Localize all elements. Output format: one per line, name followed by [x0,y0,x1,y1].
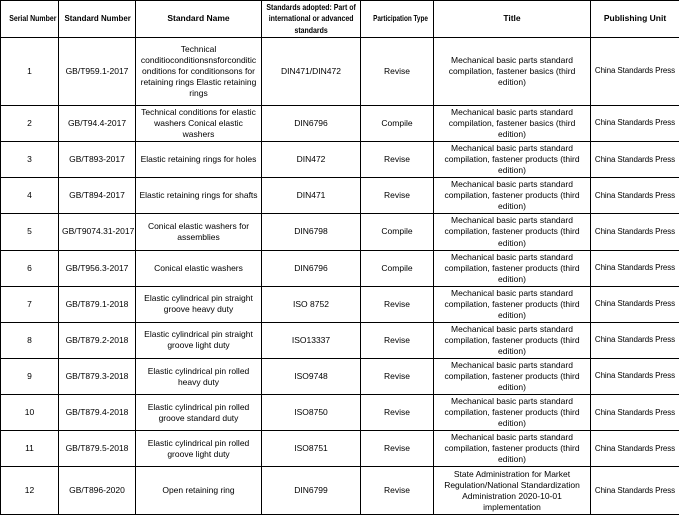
standard-name-cell: Elastic cylindrical pin rolled heavy duty [136,358,262,394]
header-title-label: Title [503,13,520,24]
table-row [1,322,679,358]
title-cell: Mechanical basic parts standard compilation, fastener products (third edition) [434,431,591,467]
publishing-unit-cell: China Standards Press [591,142,679,178]
header-title [434,1,591,38]
table-row [1,250,679,286]
participation-type-cell: Revise [361,322,434,358]
serial-number-cell: 7 [1,286,59,322]
publishing-unit-cell: China Standards Press [591,358,679,394]
standard-name-cell: Open retaining ring [136,467,262,515]
publishing-unit-cell: China Standards Press [591,286,679,322]
header-publishing-unit-label: Publishing Unit [604,13,666,24]
table-row [1,467,679,515]
table-row [1,38,679,106]
title-cell: Mechanical basic parts standard compilation, fastener basics (third edition) [434,106,591,142]
table-header [1,1,679,38]
publishing-unit-cell: China Standards Press [591,106,679,142]
participation-type-cell: Revise [361,38,434,106]
title-cell: Mechanical basic parts standard compilation, fastener products (third edition) [434,358,591,394]
participation-type-cell: Revise [361,142,434,178]
header-standard-name [136,1,262,38]
standard-number-cell: GB/T893-2017 [59,142,136,178]
standard-number-cell: GB/T959.1-2017 [59,38,136,106]
participation-type-cell: Revise [361,286,434,322]
table-row [1,214,679,250]
standard-number-cell: GB/T879.4-2018 [59,395,136,431]
title-cell: Mechanical basic parts standard compilation, fastener products (third edition) [434,214,591,250]
publishing-unit-cell: China Standards Press [591,431,679,467]
participation-type-cell: Revise [361,358,434,394]
publishing-unit-cell: China Standards Press [591,214,679,250]
header-standard-number-label: Standard Number [64,13,130,24]
serial-number-cell: 2 [1,106,59,142]
standard-number-cell: GB/T879.3-2018 [59,358,136,394]
table-row [1,286,679,322]
serial-number-cell: 3 [1,142,59,178]
standard-number-cell: GB/T879.1-2018 [59,286,136,322]
serial-number-cell: 10 [1,395,59,431]
standard-number-cell: GB/T9074.31-2017 [59,214,136,250]
title-cell: Mechanical basic parts standard compilation, fastener products (third edition) [434,250,591,286]
adopted-standard-cell: ISO8750 [262,395,361,431]
standard-name-cell: Technical conditions for elastic washers Conical elastic washers [136,106,262,142]
title-cell: Mechanical basic parts standard compilation, fastener products (third edition) [434,142,591,178]
standard-number-cell: GB/T896-2020 [59,467,136,515]
serial-number-cell: 4 [1,178,59,214]
table-body [1,38,679,515]
serial-number-cell: 9 [1,358,59,394]
title-cell: Mechanical basic parts standard compilation, fastener products (third edition) [434,178,591,214]
table-row [1,178,679,214]
table-row [1,106,679,142]
table-row [1,431,679,467]
standard-name-cell: Elastic cylindrical pin straight groove heavy duty [136,286,262,322]
serial-number-cell: 6 [1,250,59,286]
standard-number-cell: GB/T956.3-2017 [59,250,136,286]
publishing-unit-cell: China Standards Press [591,322,679,358]
adopted-standard-cell: DIN6798 [262,214,361,250]
participation-type-cell: Compile [361,106,434,142]
participation-type-cell: Revise [361,467,434,515]
standard-number-cell: GB/T879.5-2018 [59,431,136,467]
header-participation-type-label: Participation Type [373,13,428,24]
title-cell: Mechanical basic parts standard compilation, fastener products (third edition) [434,322,591,358]
adopted-standard-cell: DIN472 [262,142,361,178]
adopted-standard-cell: DIN6796 [262,250,361,286]
serial-number-cell: 11 [1,431,59,467]
standard-name-cell: Conical elastic washers for assemblies [136,214,262,250]
serial-number-cell: 1 [1,38,59,106]
header-publishing-unit [591,1,679,38]
adopted-standard-cell: DIN6796 [262,106,361,142]
header-adopted-standard [262,1,361,38]
standard-number-cell: GB/T894-2017 [59,178,136,214]
publishing-unit-cell: China Standards Press [591,178,679,214]
serial-number-cell: 5 [1,214,59,250]
adopted-standard-cell: ISO9748 [262,358,361,394]
header-adopted-standard-label: Standards adopted: Part of international or advanced standards [265,2,357,35]
participation-type-cell: Revise [361,178,434,214]
header-standard-name-label: Standard Name [167,13,229,24]
participation-type-cell: Revise [361,395,434,431]
standard-name-cell: Conical elastic washers [136,250,262,286]
standard-number-cell: GB/T879.2-2018 [59,322,136,358]
header-serial-number-label: Serial Number [9,13,56,24]
adopted-standard-cell: DIN471 [262,178,361,214]
table-row [1,358,679,394]
header-serial-number [1,1,59,38]
publishing-unit-cell: China Standards Press [591,38,679,106]
serial-number-cell: 12 [1,467,59,515]
header-participation-type [361,1,434,38]
standard-name-cell: Technical conditioconditionsnsforconditiconditions for conditionsons for retaining rings Elastic retaining rings [136,38,262,106]
participation-type-cell: Compile [361,214,434,250]
header-standard-number [59,1,136,38]
participation-type-cell: Compile [361,250,434,286]
header-row [1,1,679,38]
serial-number-cell: 8 [1,322,59,358]
table-row [1,142,679,178]
title-cell: Mechanical basic parts standard compilation, fastener products (third edition) [434,286,591,322]
standard-name-cell: Elastic cylindrical pin straight groove light duty [136,322,262,358]
table-row [1,395,679,431]
publishing-unit-cell: China Standards Press [591,467,679,515]
title-cell: Mechanical basic parts standard compilation, fastener basics (third edition) [434,38,591,106]
adopted-standard-cell: ISO13337 [262,322,361,358]
standard-number-cell: GB/T94.4-2017 [59,106,136,142]
publishing-unit-cell: China Standards Press [591,395,679,431]
standard-name-cell: Elastic cylindrical pin rolled groove standard duty [136,395,262,431]
standard-name-cell: Elastic retaining rings for holes [136,142,262,178]
title-cell: State Administration for Market Regulation/National Standardization Administration 2020-10-01 implementation [434,467,591,515]
standard-name-cell: Elastic retaining rings for shafts [136,178,262,214]
participation-type-cell: Revise [361,431,434,467]
adopted-standard-cell: DIN6799 [262,467,361,515]
adopted-standard-cell: ISO 8752 [262,286,361,322]
title-cell: Mechanical basic parts standard compilation, fastener products (third edition) [434,395,591,431]
adopted-standard-cell: DIN471/DIN472 [262,38,361,106]
publishing-unit-cell: China Standards Press [591,250,679,286]
standard-name-cell: Elastic cylindrical pin rolled groove light duty [136,431,262,467]
adopted-standard-cell: ISO8751 [262,431,361,467]
